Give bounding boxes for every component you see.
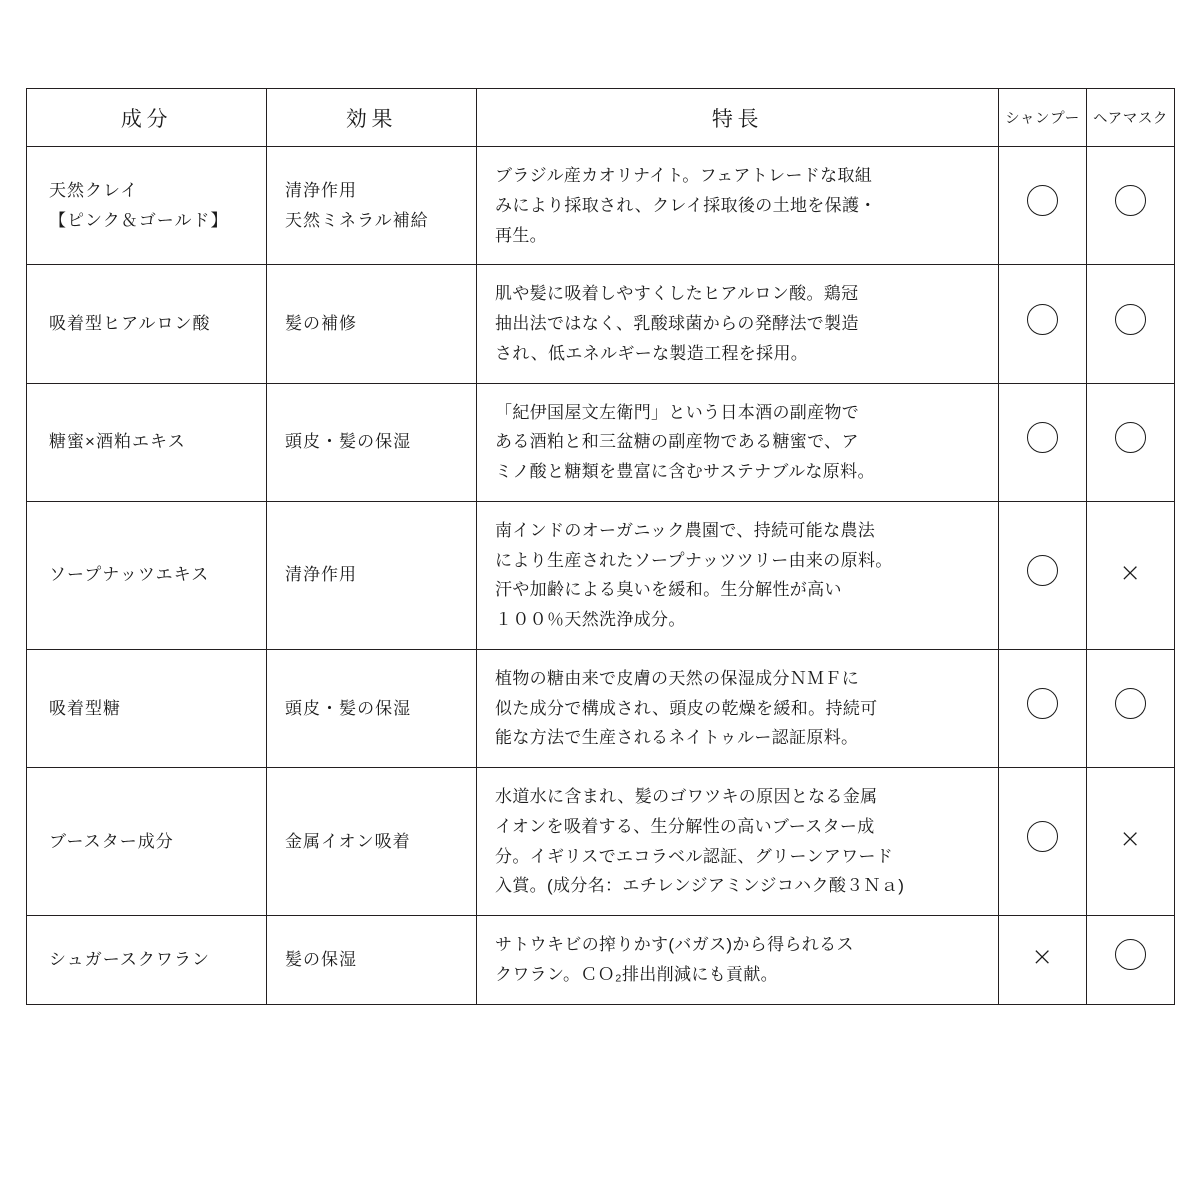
text-line: 能な方法で生産されるネイトゥルー認証原料。 (495, 728, 859, 748)
text-line: され、低エネルギーな製造工程を採用。 (495, 343, 809, 363)
cell-effect (267, 383, 477, 501)
column-header-effect: 効果 (267, 89, 477, 147)
table-row (27, 265, 1175, 383)
table-row (27, 768, 1175, 916)
table-row (27, 916, 1175, 1005)
text-line: 清浄作用 (285, 565, 358, 585)
text-line: 「紀伊国屋文左衛門」という日本酒の副産物で (495, 402, 860, 422)
cell-shampoo-mark (999, 147, 1087, 265)
text-line: 清浄作用 (285, 180, 358, 200)
cell-effect (267, 501, 477, 649)
text-line: 分。イギリスでエコラベル認証、グリーンアワード (495, 846, 894, 866)
table-row (27, 383, 1175, 501)
cell-ingredient (27, 501, 267, 649)
text-line: 入賞。(成分名：エチレンジアミンジコハク酸３Ｎａ) (495, 876, 905, 896)
column-header-hairmask: ヘアマスク (1087, 89, 1175, 147)
cell-shampoo-mark (999, 916, 1087, 1005)
cell-feature (477, 265, 999, 383)
cross-icon: × (1031, 942, 1054, 973)
table-header (27, 89, 1175, 147)
cell-hairmask-mark (1087, 383, 1175, 501)
circle-icon (1115, 422, 1146, 453)
cell-ingredient (27, 383, 267, 501)
cell-feature (477, 383, 999, 501)
text-line: 糖蜜×酒粕エキス (49, 432, 186, 452)
cross-icon: × (1119, 557, 1142, 588)
cell-hairmask-mark (1087, 501, 1175, 649)
text-line: 吸着型糖 (49, 698, 122, 718)
table-row (27, 501, 1175, 649)
cell-feature (477, 649, 999, 767)
cell-ingredient (27, 649, 267, 767)
cell-effect (267, 147, 477, 265)
text-line: ブラジル産カオリナイト。フェアトレードな取組 (495, 166, 873, 185)
cell-ingredient (27, 147, 267, 265)
cell-ingredient (27, 265, 267, 383)
cell-feature (477, 147, 999, 265)
text-line: 【ピンク＆ゴールド】 (49, 210, 229, 230)
cell-hairmask-mark (1087, 916, 1175, 1005)
text-line: １００％天然洗浄成分。 (495, 610, 686, 629)
circle-icon (1027, 422, 1058, 453)
cell-hairmask-mark (1087, 265, 1175, 383)
cell-shampoo-mark (999, 501, 1087, 649)
cell-hairmask-mark (1087, 649, 1175, 767)
cell-feature (477, 916, 999, 1005)
circle-icon (1115, 688, 1146, 719)
column-header-shampoo: シャンプー (999, 89, 1087, 147)
text-line: 髪の補修 (285, 314, 358, 333)
text-line: イオンを吸着する、生分解性の高いブースター成 (495, 816, 875, 836)
cell-shampoo-mark (999, 768, 1087, 916)
circle-icon (1027, 555, 1058, 586)
text-line: ある酒粕と和三盆糖の副産物である糖蜜で、ア (495, 432, 859, 452)
cell-hairmask-mark (1087, 768, 1175, 916)
ingredients-table (26, 88, 1175, 1005)
text-line: 植物の糖由来で皮膚の天然の保湿成分ＮＭＦに (495, 668, 860, 688)
circle-icon (1027, 304, 1058, 335)
cell-hairmask-mark (1087, 147, 1175, 265)
text-line: 天然ミネラル補給 (285, 210, 429, 230)
circle-icon (1115, 185, 1146, 216)
cell-feature (477, 768, 999, 916)
text-line: により生産されたソープナッツツリー由来の原料。 (495, 550, 893, 570)
cross-icon: × (1119, 824, 1142, 855)
circle-icon (1027, 185, 1058, 216)
cell-effect (267, 649, 477, 767)
text-line: サトウキビの搾りかす(バガス)から得られるス (495, 935, 854, 954)
text-line: 頭皮・髪の保湿 (285, 432, 412, 452)
text-line: 吸着型ヒアルロン酸 (49, 314, 211, 333)
text-line: ソープナッツエキス (49, 565, 210, 585)
text-line: みにより採取され、クレイ採取後の土地を保護・ (495, 195, 877, 215)
text-line: シュガースクワラン (49, 949, 210, 969)
text-line: クワラン。ＣＯ₂排出削減にも貢献。 (495, 964, 779, 984)
text-line: 天然クレイ (49, 180, 139, 200)
circle-icon (1115, 304, 1146, 335)
cell-shampoo-mark (999, 383, 1087, 501)
table-row (27, 649, 1175, 767)
text-line: 汗や加齢による臭いを緩和。生分解性が高い (495, 580, 842, 600)
cell-shampoo-mark (999, 649, 1087, 767)
cell-effect (267, 916, 477, 1005)
text-line: ミノ酸と糖類を豊富に含むサステナブルな原料。 (495, 462, 875, 481)
table-body (27, 147, 1175, 1005)
cell-effect (267, 768, 477, 916)
text-line: 頭皮・髪の保湿 (285, 698, 412, 718)
column-header-feature: 特長 (477, 89, 999, 147)
table-header-row (27, 89, 1175, 147)
text-line: 水道水に含まれ、髪のゴワツキの原因となる金属 (495, 787, 878, 806)
circle-icon (1115, 939, 1146, 970)
text-line: 金属イオン吸着 (285, 831, 411, 851)
text-line: 肌や髪に吸着しやすくしたヒアルロン酸。鶏冠 (495, 284, 859, 304)
cell-ingredient (27, 768, 267, 916)
cell-feature (477, 501, 999, 649)
circle-icon (1027, 821, 1058, 852)
cell-ingredient (27, 916, 267, 1005)
table-row (27, 147, 1175, 265)
cell-shampoo-mark (999, 265, 1087, 383)
text-line: 南インドのオーガニック農園で、持続可能な農法 (495, 520, 876, 540)
text-line: 再生。 (495, 225, 548, 245)
text-line: 髪の保湿 (285, 949, 358, 969)
column-header-ingredient: 成分 (27, 89, 267, 147)
cell-effect (267, 265, 477, 383)
text-line: ブースター成分 (49, 831, 174, 851)
text-line: 抽出法ではなく、乳酸球菌からの発酵法で製造 (495, 314, 859, 333)
text-line: 似た成分で構成され、頭皮の乾燥を緩和。持続可 (495, 698, 878, 718)
circle-icon (1027, 688, 1058, 719)
